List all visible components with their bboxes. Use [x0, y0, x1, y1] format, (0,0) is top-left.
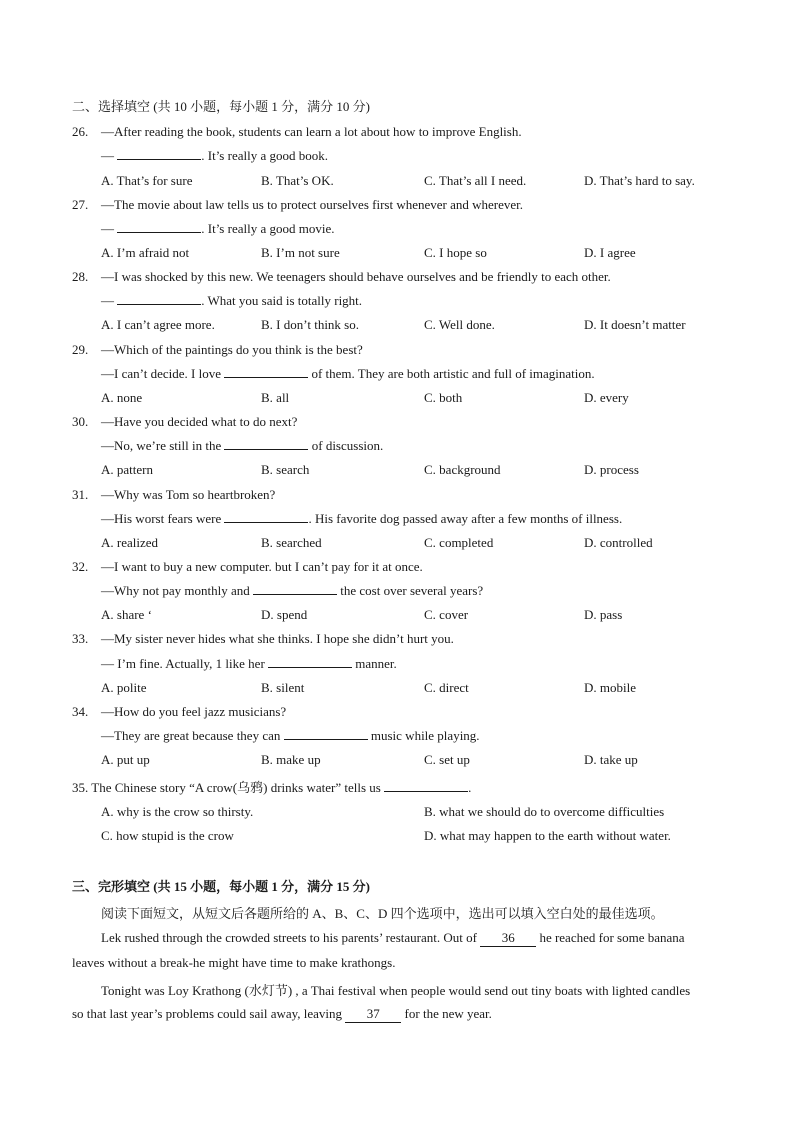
option-b[interactable]: B. I don’t think so.: [261, 317, 359, 332]
option-d[interactable]: D. That’s hard to say.: [584, 173, 695, 188]
question-number: 31.: [72, 487, 89, 502]
question-number: 27.: [72, 197, 89, 212]
question-reply: —They are great because they can music while playing.: [101, 728, 480, 743]
option-d[interactable]: D. pass: [584, 607, 623, 622]
option-d[interactable]: D. I agree: [584, 245, 636, 260]
option-a[interactable]: A. none: [101, 390, 143, 405]
answer-blank[interactable]: [224, 438, 308, 450]
question-number: 34.: [72, 704, 89, 719]
option-d[interactable]: D. It doesn’t matter: [584, 317, 686, 332]
question-number: 28.: [72, 269, 89, 284]
section-3-instruction: 阅读下面短文，从短文后各题所给的 A、B、C、D 四个选项中，选出可以填入空白处的最佳选项。: [101, 906, 664, 921]
question-stem: —After reading the book, students can learn a lot about how to improve English.: [101, 124, 522, 139]
question-stem: —Which of the paintings do you think is the best?: [101, 342, 363, 357]
option-d[interactable]: D. controlled: [584, 535, 653, 550]
option-b[interactable]: B. make up: [261, 752, 321, 767]
answer-blank[interactable]: [224, 511, 308, 523]
option-b[interactable]: D. spend: [261, 607, 308, 622]
option-c[interactable]: C. Well done.: [424, 317, 495, 332]
question-stem: —I want to buy a new computer. but I can’t pay for it at once.: [101, 559, 423, 574]
option-a[interactable]: A. polite: [101, 680, 147, 695]
answer-blank[interactable]: [117, 221, 201, 233]
passage-line: so that last year’s problems could sail away, leaving 37 for the new year.: [72, 1006, 492, 1021]
option-a[interactable]: A. I can’t agree more.: [101, 317, 215, 332]
answer-blank[interactable]: [224, 366, 308, 378]
question-stem: —How do you feel jazz musicians?: [101, 704, 287, 719]
answer-blank[interactable]: [117, 148, 201, 160]
option-b[interactable]: B. all: [261, 390, 290, 405]
cloze-blank-37[interactable]: 37: [345, 1006, 401, 1023]
option-c[interactable]: C. how stupid is the crow: [101, 828, 234, 843]
passage-line: Lek rushed through the crowded streets to his parents’ restaurant. Out of 36 he reached for some banana: [101, 930, 685, 945]
question-number: 32.: [72, 559, 89, 574]
question-reply: —His worst fears were . His favorite dog passed away after a few months of illness.: [101, 511, 623, 526]
question-reply: — . It’s really a good movie.: [101, 221, 335, 236]
question-reply: — I’m fine. Actually, 1 like her manner.: [101, 656, 397, 671]
answer-blank[interactable]: [384, 780, 468, 792]
question-stem: —Have you decided what to do next?: [101, 414, 298, 429]
option-a[interactable]: A. That’s for sure: [101, 173, 193, 188]
option-d[interactable]: D. process: [584, 462, 639, 477]
question-reply: —Why not pay monthly and the cost over several years?: [101, 583, 484, 598]
answer-blank[interactable]: [253, 583, 337, 595]
answer-blank[interactable]: [268, 656, 352, 668]
option-c[interactable]: C. set up: [424, 752, 470, 767]
option-a[interactable]: A. realized: [101, 535, 159, 550]
option-c[interactable]: C. That’s all I need.: [424, 173, 527, 188]
option-b[interactable]: B. search: [261, 462, 310, 477]
section-2-title: 二、选择填空 (共 10 小题，每小题 1 分，满分 10 分): [72, 99, 370, 114]
question-reply: — . What you said is totally right.: [101, 293, 363, 308]
option-b[interactable]: B. silent: [261, 680, 305, 695]
question-stem: —The movie about law tells us to protect ourselves first whenever and wherever.: [101, 197, 524, 212]
cloze-blank-36[interactable]: 36: [480, 930, 536, 947]
question-stem: 35. The Chinese story “A crow(乌鸦) drinks water” tells us .: [72, 780, 472, 795]
option-a[interactable]: A. pattern: [101, 462, 153, 477]
question-number: 26.: [72, 124, 89, 139]
question-number: 33.: [72, 631, 89, 646]
answer-blank[interactable]: [117, 293, 201, 305]
question-stem: —My sister never hides what she thinks. I hope she didn’t hurt you.: [101, 631, 454, 646]
option-d[interactable]: D. take up: [584, 752, 638, 767]
question-reply: —I can’t decide. I love of them. They are both artistic and full of imagination.: [101, 366, 595, 381]
option-b[interactable]: B. That’s OK.: [261, 173, 334, 188]
passage-line: Tonight was Loy Krathong (水灯节) , a Thai festival when people would send out tiny boats with lighted candles: [101, 983, 691, 998]
option-d[interactable]: D. what may happen to the earth without water.: [424, 828, 671, 843]
option-d[interactable]: D. mobile: [584, 680, 636, 695]
question-number: 29.: [72, 342, 89, 357]
option-a[interactable]: A. why is the crow so thirsty.: [101, 804, 254, 819]
question-reply: — . It’s really a good book.: [101, 148, 328, 163]
option-a[interactable]: A. share ‘: [101, 607, 152, 622]
question-number: 30.: [72, 414, 89, 429]
option-c[interactable]: C. both: [424, 390, 463, 405]
option-c[interactable]: C. completed: [424, 535, 494, 550]
option-a[interactable]: A. put up: [101, 752, 150, 767]
option-c[interactable]: C. direct: [424, 680, 469, 695]
answer-blank[interactable]: [284, 728, 368, 740]
question-stem: —Why was Tom so heartbroken?: [101, 487, 276, 502]
question-number: 35.: [72, 780, 89, 795]
option-c[interactable]: C. cover: [424, 607, 469, 622]
option-c[interactable]: C. background: [424, 462, 501, 477]
option-a[interactable]: A. I’m afraid not: [101, 245, 190, 260]
question-stem: —I was shocked by this new. We teenagers should behave ourselves and be friendly to each other.: [101, 269, 611, 284]
option-d[interactable]: D. every: [584, 390, 629, 405]
passage-line: leaves without a break-he might have time to make krathongs.: [72, 955, 396, 970]
question-reply: —No, we’re still in the of discussion.: [101, 438, 384, 453]
option-b[interactable]: B. what we should do to overcome difficulties: [424, 804, 665, 819]
section-3-title: 三、完形填空 (共 15 小题，每小题 1 分，满分 15 分): [72, 879, 370, 894]
option-c[interactable]: C. I hope so: [424, 245, 487, 260]
option-b[interactable]: B. searched: [261, 535, 322, 550]
option-b[interactable]: B. I’m not sure: [261, 245, 340, 260]
